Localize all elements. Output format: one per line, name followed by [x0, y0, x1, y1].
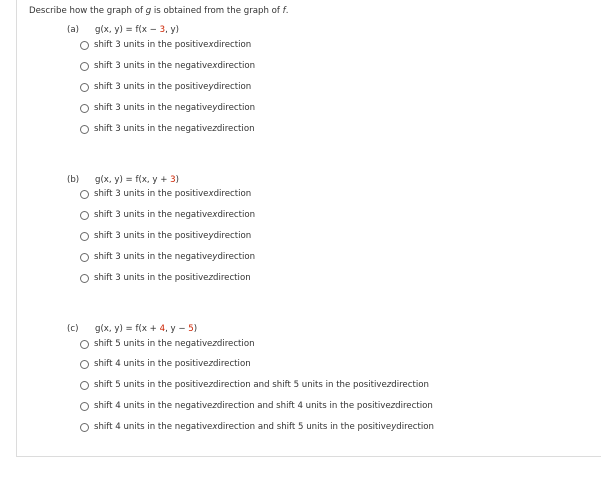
- option-text: shift 4 units in the negative: [94, 422, 213, 432]
- option-text: shift 3 units in the negative: [94, 210, 213, 220]
- part-b-label: (b): [67, 175, 80, 185]
- option-text: direction: [216, 124, 255, 134]
- radio-button[interactable]: [80, 190, 89, 199]
- option-text: direction and shift 5 units in the positive: [217, 422, 392, 432]
- part-c-header: [67, 323, 197, 335]
- radio-button[interactable]: [80, 211, 89, 220]
- option-b4[interactable]: [80, 250, 255, 264]
- option-text: direction: [213, 40, 252, 50]
- part-a-eq-lhs: g(x, y) = f(x −: [95, 25, 160, 35]
- option-var: x: [212, 422, 218, 432]
- option-text: shift 4 units in the negative: [94, 401, 213, 411]
- option-text: shift 4 units in the positive: [94, 359, 209, 369]
- option-text: shift 3 units in the positive: [94, 40, 209, 50]
- option-b5[interactable]: [80, 271, 251, 285]
- option-text: shift 3 units in the positive: [94, 231, 209, 241]
- option-text: direction: [213, 189, 252, 199]
- option-var: y: [208, 231, 214, 241]
- option-text: direction: [217, 61, 256, 71]
- part-a-eq-value: 3: [159, 25, 166, 35]
- option-b1[interactable]: [80, 187, 251, 201]
- prompt-mid: is obtained from the graph of: [151, 6, 283, 16]
- option-c3[interactable]: [80, 378, 429, 392]
- option-var: y: [212, 252, 218, 262]
- part-b-header: [67, 174, 179, 186]
- option-var: x: [208, 189, 214, 199]
- radio-button[interactable]: [80, 83, 89, 92]
- part-b-eq-lhs: g(x, y) = f(x, y +: [95, 175, 171, 185]
- option-text: direction: [213, 231, 252, 241]
- option-var: x: [212, 210, 218, 220]
- part-a-header: [67, 24, 179, 36]
- option-text: shift 3 units in the positive: [94, 273, 209, 283]
- prompt-g: g: [145, 6, 152, 16]
- prompt-f: f: [282, 6, 286, 16]
- option-text: direction: [212, 273, 251, 283]
- option-text: direction: [391, 380, 429, 390]
- option-var: z: [208, 273, 213, 283]
- option-text: shift 5 units in the negative: [94, 339, 213, 349]
- option-text: direction: [217, 252, 256, 262]
- option-text: direction and shift 5 units in the positive: [212, 380, 387, 390]
- radio-button[interactable]: [80, 360, 89, 369]
- option-text: shift 3 units in the positive: [94, 189, 209, 199]
- option-text: direction and shift 4 units in the positive: [216, 401, 391, 411]
- option-var: x: [212, 61, 218, 71]
- option-text: shift 3 units in the negative: [94, 252, 213, 262]
- option-text: direction: [396, 422, 434, 432]
- option-var: z: [212, 401, 217, 411]
- part-c-eq-mid: , y −: [165, 324, 189, 334]
- option-text: shift 3 units in the negative: [94, 124, 213, 134]
- radio-button[interactable]: [80, 274, 89, 283]
- option-text: direction: [395, 401, 433, 411]
- option-a3[interactable]: [80, 80, 251, 94]
- option-text: direction: [217, 103, 256, 113]
- option-text: direction: [213, 82, 252, 92]
- radio-button[interactable]: [80, 340, 89, 349]
- option-var: z: [212, 339, 217, 349]
- option-var: y: [212, 103, 218, 113]
- option-text: shift 3 units in the negative: [94, 103, 213, 113]
- option-text: direction: [216, 339, 255, 349]
- radio-button[interactable]: [80, 381, 89, 390]
- radio-button[interactable]: [80, 232, 89, 241]
- option-var: z: [390, 401, 396, 411]
- option-var: y: [208, 82, 214, 92]
- radio-button[interactable]: [80, 125, 89, 134]
- option-b3[interactable]: [80, 229, 251, 243]
- question-prompt: [29, 5, 288, 17]
- option-text: shift 3 units in the negative: [94, 61, 213, 71]
- option-c4[interactable]: [80, 399, 433, 413]
- option-var: z: [386, 380, 392, 390]
- prompt-end: .: [285, 6, 289, 16]
- part-c-eq-rhs: ): [193, 324, 198, 334]
- part-a-eq-rhs: , y): [165, 25, 179, 35]
- part-c-eq-lhs: g(x, y) = f(x +: [95, 324, 160, 334]
- option-text: direction: [212, 359, 251, 369]
- option-c5[interactable]: [80, 420, 434, 434]
- part-b-eq-value: 3: [170, 175, 176, 185]
- option-a4[interactable]: [80, 101, 255, 115]
- option-var: z: [208, 380, 213, 390]
- part-b-eq-rhs: ): [175, 175, 179, 185]
- radio-button[interactable]: [80, 62, 89, 71]
- option-a2[interactable]: [80, 59, 255, 73]
- part-c-label: (c): [67, 324, 79, 334]
- option-var: z: [208, 359, 213, 369]
- option-var: x: [208, 40, 214, 50]
- radio-button[interactable]: [80, 402, 89, 411]
- option-var: y: [391, 422, 397, 432]
- part-c-eq-value: 4: [159, 324, 166, 334]
- option-text: shift 5 units in the positive: [94, 380, 209, 390]
- option-a5[interactable]: [80, 122, 255, 136]
- option-c2[interactable]: [80, 357, 251, 371]
- radio-button[interactable]: [80, 41, 89, 50]
- option-var: z: [212, 124, 217, 134]
- radio-button[interactable]: [80, 423, 89, 432]
- option-b2[interactable]: [80, 208, 255, 222]
- option-text: shift 3 units in the positive: [94, 82, 209, 92]
- part-a-label: (a): [67, 25, 79, 35]
- prompt-text: Describe how the graph of: [29, 6, 146, 16]
- part-c-eq-value2: 5: [188, 324, 194, 334]
- option-a1[interactable]: [80, 38, 251, 52]
- option-c1[interactable]: [80, 337, 255, 351]
- radio-button[interactable]: [80, 104, 89, 113]
- option-text: direction: [217, 210, 256, 220]
- radio-button[interactable]: [80, 253, 89, 262]
